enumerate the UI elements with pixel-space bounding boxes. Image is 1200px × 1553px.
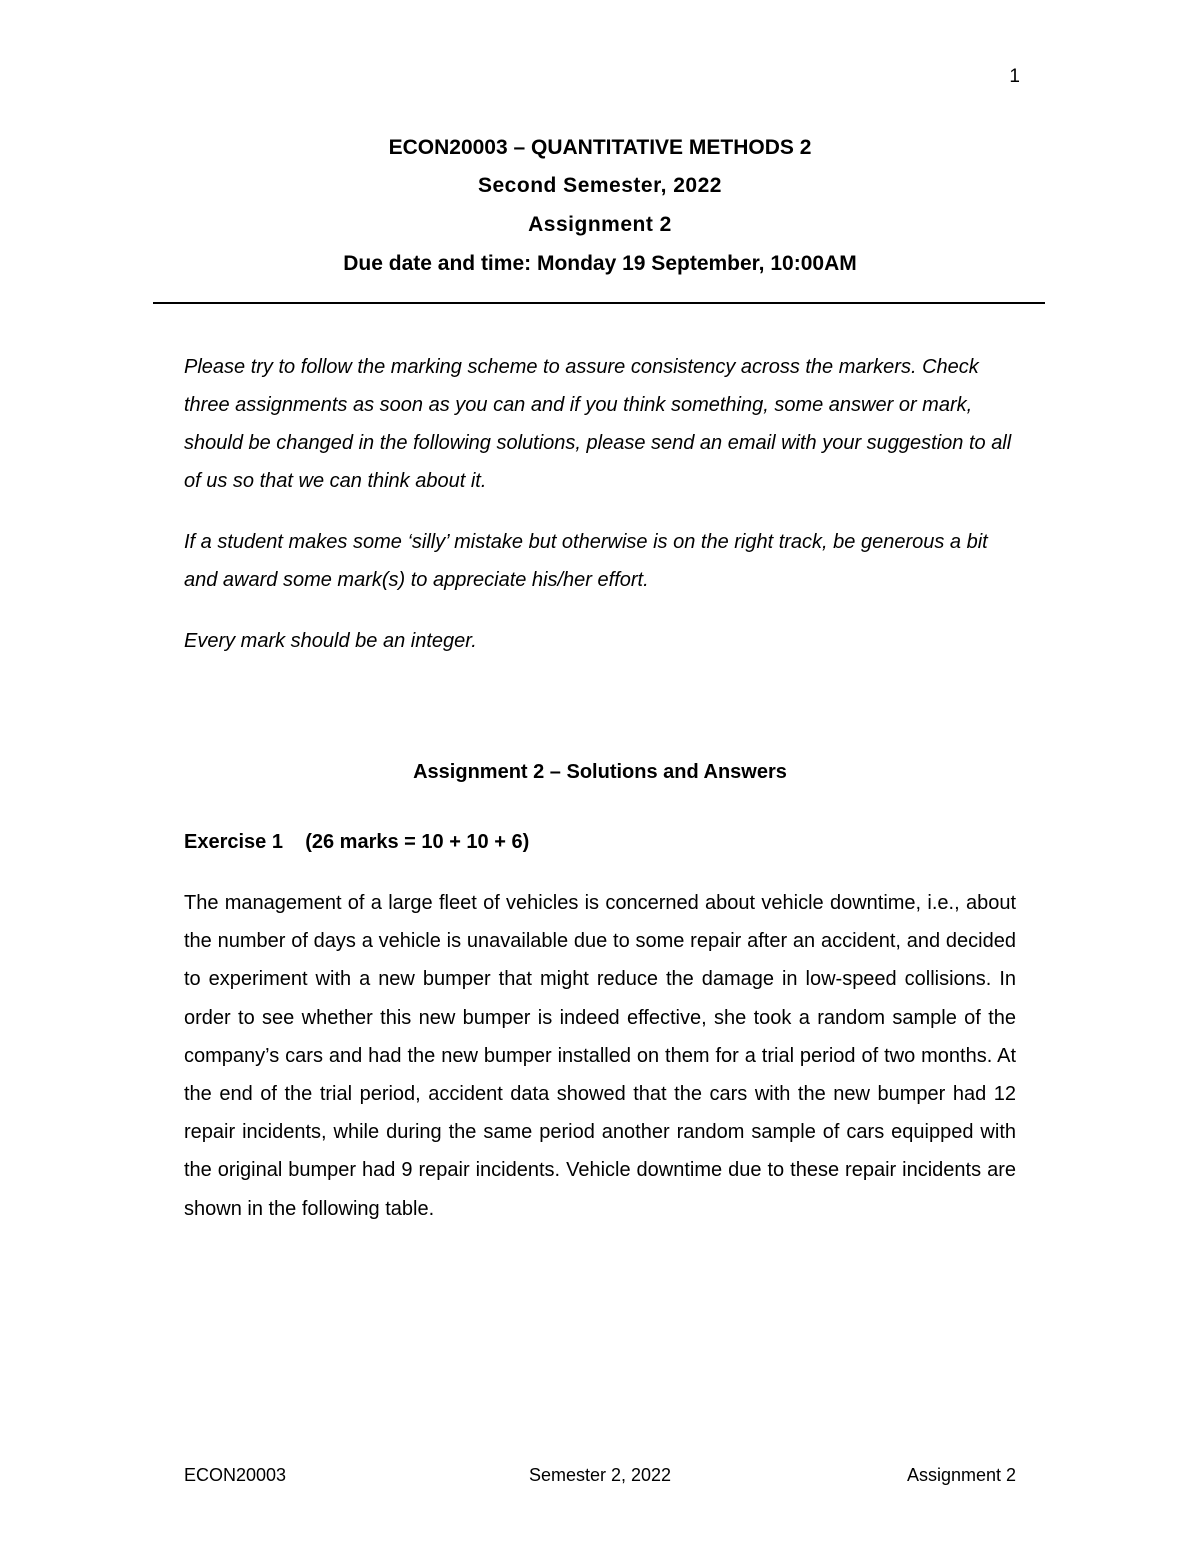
page-number: 1 bbox=[1009, 66, 1020, 87]
due-date-line: Due date and time: Monday 19 September, 10:00AM bbox=[343, 252, 857, 275]
header-divider bbox=[153, 302, 1045, 304]
footer-semester: Semester 2, 2022 bbox=[528, 1465, 672, 1485]
semester-line: Second Semester, 2022 bbox=[478, 174, 722, 197]
marker-note-generosity: If a student makes some ‘silly’ mistake but otherwise is on the right track, be generous a bit and award some mark(s) to appreciate his/her effort. bbox=[184, 531, 988, 591]
footer-course-code: ECON20003 bbox=[184, 1465, 287, 1485]
exercise-heading: Exercise 1 (26 marks = 10 + 10 + 6) bbox=[184, 831, 530, 853]
marker-note-integer: Every mark should be an integer. bbox=[184, 630, 477, 652]
course-title: ECON20003 – QUANTITATIVE METHODS 2 bbox=[388, 136, 812, 159]
assignment-line: Assignment 2 bbox=[528, 213, 672, 236]
footer-assignment: Assignment 2 bbox=[906, 1465, 1016, 1485]
marker-notes bbox=[184, 348, 1024, 660]
exercise-body: The management of a large fleet of vehicles is concerned about vehicle downtime, i.e., about the number of days a vehicle is unavailable due to some repair after an accident, and decided to experiment with a new bumper that might reduce the damage in low-speed collisions. In order to see whether this new bumper is indeed effective, she took a random sample of the company’s cars and had the new bumper installed on them for a trial period of two months. At the end of the trial period, accident data showed that the cars with the new bumper had 12 repair incidents, while during the same period another random sample of cars equipped with the original bumper had 9 repair incidents. Vehicle downtime due to these repair incidents are shown in the following table. bbox=[184, 892, 1016, 1220]
marker-note-consistency: Please try to follow the marking scheme to assure consistency across the markers. Check three assignments as soon as you can and if you think something, some answer or mark, should be changed in the following solutions, please send an email with your suggestion to all of us so that we can think about it. bbox=[184, 356, 1012, 492]
section-title: Assignment 2 – Solutions and Answers bbox=[413, 761, 787, 783]
